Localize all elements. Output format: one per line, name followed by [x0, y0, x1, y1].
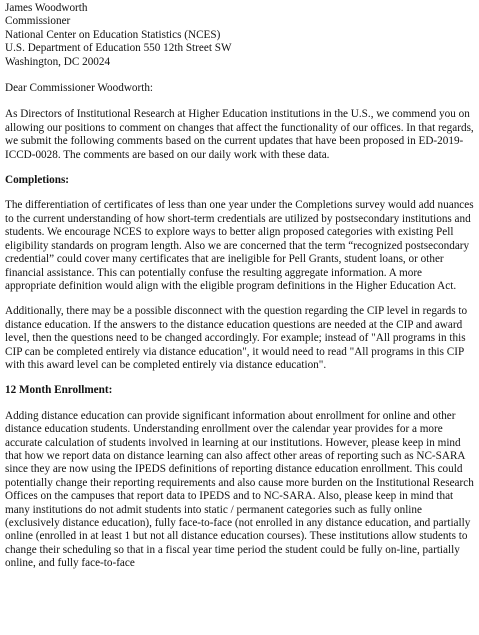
- recipient-address: [5, 2, 475, 69]
- letter-page: [5, 2, 475, 571]
- enrollment-heading: 12 Month Enrollment:: [5, 384, 113, 397]
- recipient-name: James Woodworth: [5, 2, 88, 14]
- completions-paragraph-1: The differentiation of certificates of less than one year under the Completions survey would add nuances to the current understanding of how short-term credentials are utilized by postsecondary institutions and students. We encourage NCES to explore ways to better align proposed categories with existing Pell eligibility standards on program length. Also we are concerned that the term “recognized postsecondary credential” could cover many certificates that are ineligible for Pell Grants, student loans, or other financial assistance. This can potentially confuse the resulting aggregate information. A more appropriate definition would align with the eligible program definitions in the Higher Education Act.: [5, 199, 474, 292]
- salutation: Dear Commissioner Woodworth:: [5, 82, 154, 95]
- completions-paragraph-2: Additionally, there may be a possible disconnect with the question regarding the CIP level in regards to distance education. If the answers to the distance education questions are needed at the CIP and award level, then the questions need to be changed accordingly. For example; instead of "All programs in this CIP can be completed entirely via distance education", it would need to read "All programs in this CIP with this award level can be completed entirely via distance education".: [5, 305, 468, 371]
- recipient-street: U.S. Department of Education 550 12th Street SW: [5, 42, 232, 55]
- completions-heading: Completions:: [5, 174, 70, 187]
- recipient-title: Commissioner: [5, 15, 71, 28]
- enrollment-paragraph-1: Adding distance education can provide significant information about enrollment for online and other distance education students. Understanding enrollment over the calendar year provides for a more accurate calculation of students involved in learning at our institutions. However, please keep in mind that how we report data on distance learning can also affect other areas of reporting such as NC-SARA since they are now using the IPEDS definitions of reporting distance education enrollment. This could potentially change their reporting requirements and also cause more burden on the Institutional Research Offices on the campuses that report data to IPEDS and to NC-SARA. Also, please keep in mind that many institutions do not admit students into static / permanent categories such as fully online (exclusively distance education), fully face-to-face (not enrolled in any distance education, and partially online (enrolled in at least 1 but not all distance education courses). These institutions allow students to change their scheduling so that in a fiscal year time period the student could be fully on-line, partially online, and fully face-to-face: [5, 409, 474, 570]
- intro-paragraph: As Directors of Institutional Research at Higher Education institutions in the U.S., we commend you on allowing our positions to comment on changes that affect the functionality of our offices. In that regards, we submit the following comments based on the current updates that have been proposed in ED-2019-ICCD-0028. The comments are based on our daily work with these data.: [5, 108, 474, 161]
- recipient-city: Washington, DC 20024: [5, 55, 111, 68]
- recipient-organization: National Center on Education Statistics (NCES): [5, 28, 221, 41]
